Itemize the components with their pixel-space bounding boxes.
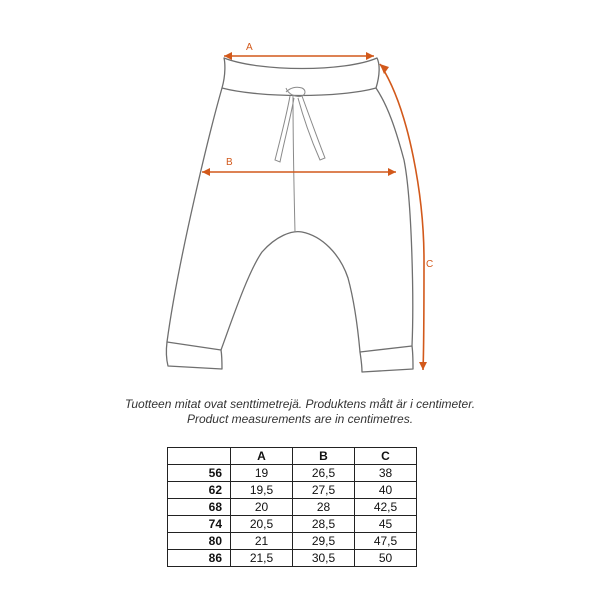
dimension-b-label: B: [226, 157, 233, 168]
dimension-a: [224, 42, 374, 60]
header-cell-corner: [168, 448, 231, 465]
size-table-body: [168, 465, 417, 567]
value-cell-a: 20,5: [231, 516, 293, 533]
size-table-header-row: [168, 448, 417, 465]
header-cell-c: C: [355, 448, 417, 465]
value-cell-c: 47,5: [355, 533, 417, 550]
size-cell: 56: [168, 465, 231, 482]
size-cell: 68: [168, 499, 231, 516]
value-cell-c: 45: [355, 516, 417, 533]
value-cell-b: 26,5: [293, 465, 355, 482]
table-row: [168, 465, 417, 482]
waistband-outline: [222, 58, 379, 96]
value-cell-c: 42,5: [355, 499, 417, 516]
table-row: [168, 499, 417, 516]
size-cell: 62: [168, 482, 231, 499]
right-cuff-outline: [360, 346, 413, 372]
value-cell-c: 38: [355, 465, 417, 482]
size-cell: 74: [168, 516, 231, 533]
drawstring-right: [298, 96, 325, 160]
value-cell-a: 19: [231, 465, 293, 482]
value-cell-b: 28,5: [293, 516, 355, 533]
value-cell-a: 21,5: [231, 550, 293, 567]
drawstring-left: [275, 96, 294, 162]
table-row: [168, 550, 417, 567]
caption-line-2: Product measurements are in centimetres.: [186, 412, 414, 426]
size-cell: 86: [168, 550, 231, 567]
value-cell-b: 28: [293, 499, 355, 516]
value-cell-c: 50: [355, 550, 417, 567]
value-cell-c: 40: [355, 482, 417, 499]
table-row: [168, 516, 417, 533]
measurement-caption: [0, 397, 600, 427]
header-cell-b: B: [293, 448, 355, 465]
value-cell-b: 30,5: [293, 550, 355, 567]
header-cell-a: A: [231, 448, 293, 465]
value-cell-b: 29,5: [293, 533, 355, 550]
center-seam: [293, 96, 295, 232]
size-cell: 80: [168, 533, 231, 550]
table-row: [168, 482, 417, 499]
pants-body-outline: [167, 88, 413, 352]
caption-line-1: Tuotteen mitat ovat senttimetrejä. Produktens mått är i centimeter.: [124, 397, 476, 411]
value-cell-b: 27,5: [293, 482, 355, 499]
dimension-c-label: C: [426, 259, 434, 270]
dimension-a-label: A: [246, 42, 253, 53]
value-cell-a: 21: [231, 533, 293, 550]
dimension-b: [202, 157, 396, 176]
size-table: [167, 447, 417, 567]
table-row: [168, 533, 417, 550]
value-cell-a: 19,5: [231, 482, 293, 499]
value-cell-a: 20: [231, 499, 293, 516]
